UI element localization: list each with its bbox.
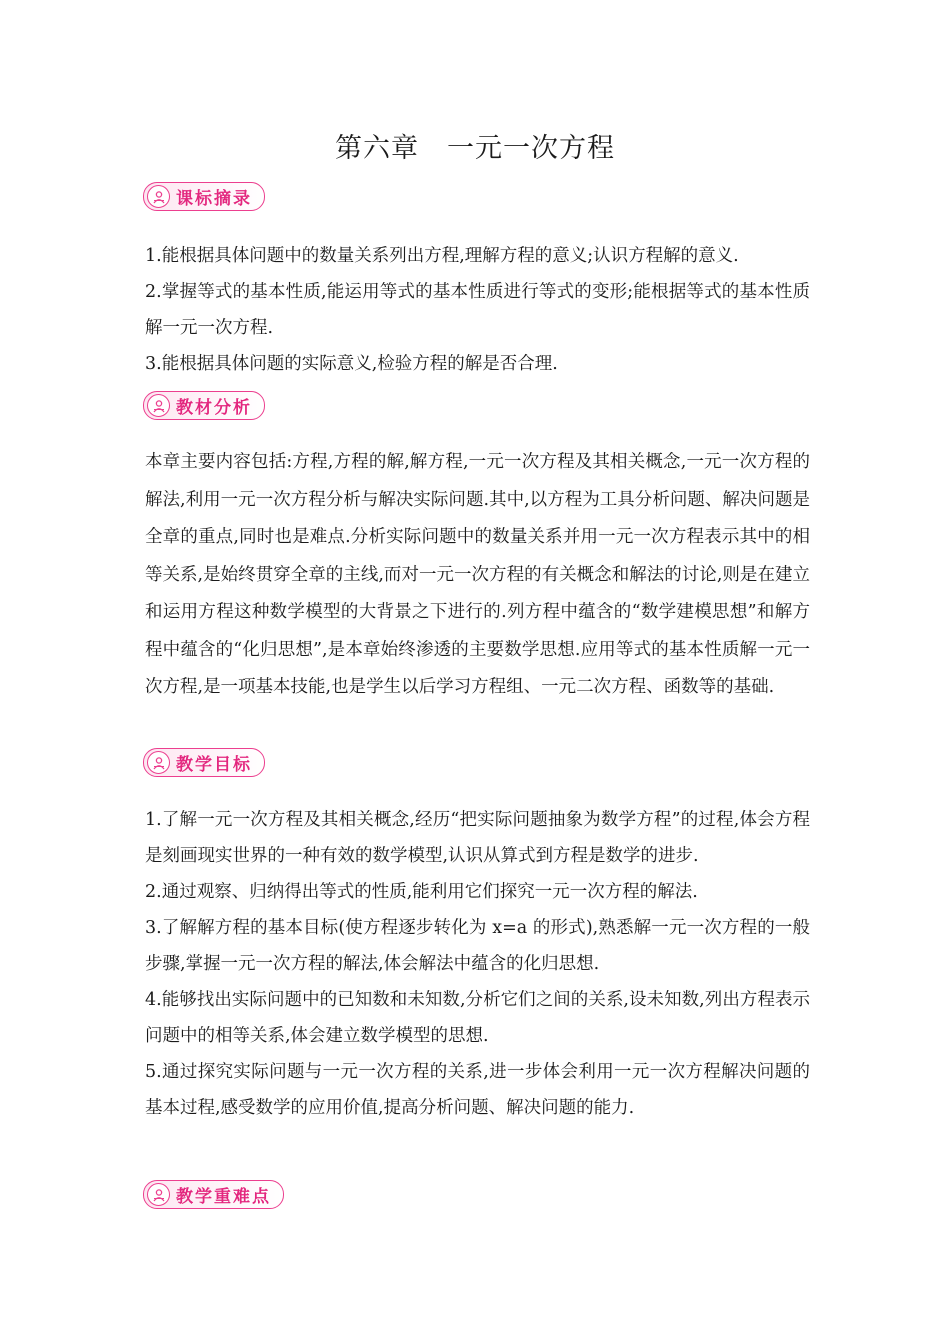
person-bust-icon xyxy=(147,185,170,208)
person-bust-icon xyxy=(147,1183,170,1206)
paragraph: 3.了解解方程的基本目标(使方程逐步转化为 x=a 的形式),熟悉解一元一次方程的一般步骤,掌握一元一次方程的解法,体会解法中蕴含的化归思想. xyxy=(145,918,810,974)
section-heading: 课标摘录 xyxy=(176,189,252,209)
section-badge-curriculum xyxy=(143,182,265,211)
person-bust-icon xyxy=(147,751,170,774)
paragraph: 3.能根据具体问题的实际意义,检验方程的解是否合理. xyxy=(145,354,558,374)
paragraph: 2.通过观察、归纳得出等式的性质,能利用它们探究一元一次方程的解法. xyxy=(145,882,698,902)
section-curriculum-body xyxy=(145,238,810,382)
section-badge-teaching-goals xyxy=(143,748,265,777)
section-heading: 教材分析 xyxy=(176,398,252,418)
section-heading: 教学重难点 xyxy=(176,1187,271,1207)
section-badge-key-difficulties xyxy=(143,1180,284,1209)
paragraph: 2.掌握等式的基本性质,能运用等式的基本性质进行等式的变形;能根据等式的基本性质解一元一次方程. xyxy=(145,282,810,338)
paragraph: 4.能够找出实际问题中的已知数和未知数,分析它们之间的关系,设未知数,列出方程表示问题中的相等关系,体会建立数学模型的思想. xyxy=(145,990,810,1046)
page-title: 第六章 一元一次方程 xyxy=(335,133,615,164)
person-bust-icon xyxy=(147,394,170,417)
section-textbook-analysis-body xyxy=(145,444,810,707)
paragraph: 5.通过探究实际问题与一元一次方程的关系,进一步体会利用一元一次方程解决问题的基本过程,感受数学的应用价值,提高分析问题、解决问题的能力. xyxy=(145,1062,810,1118)
paragraph: 1.能根据具体问题中的数量关系列出方程,理解方程的意义;认识方程解的意义. xyxy=(145,246,739,266)
section-heading: 教学目标 xyxy=(176,755,252,775)
section-badge-textbook-analysis xyxy=(143,391,265,420)
paragraph: 1.了解一元一次方程及其相关概念,经历“把实际问题抽象为数学方程”的过程,体会方程是刻画现实世界的一种有效的数学模型,认识从算式到方程是数学的进步. xyxy=(145,810,810,866)
paragraph: 本章主要内容包括:方程,方程的解,解方程,一元一次方程及其相关概念,一元一次方程的解法,利用一元一次方程分析与解决实际问题.其中,以方程为工具分析问题、解决问题是全章的重点,同时也是难点.分析实际问题中的数量关系并用一元一次方程表示其中的相等关系,是始终贯穿全章的主线,而对一元一次方程的有关概念和解法的讨论,则是在建立和运用方程这种数学模型的大背景之下进行的.列方程中蕴含的“数学建模思想”和解方程中蕴含的“化归思想”,是本章始终渗透的主要数学思想.应用等式的基本性质解一元一次方程,是一项基本技能,也是学生以后学习方程组、一元二次方程、函数等的基础. xyxy=(145,452,810,697)
section-teaching-goals-body xyxy=(145,802,810,1126)
